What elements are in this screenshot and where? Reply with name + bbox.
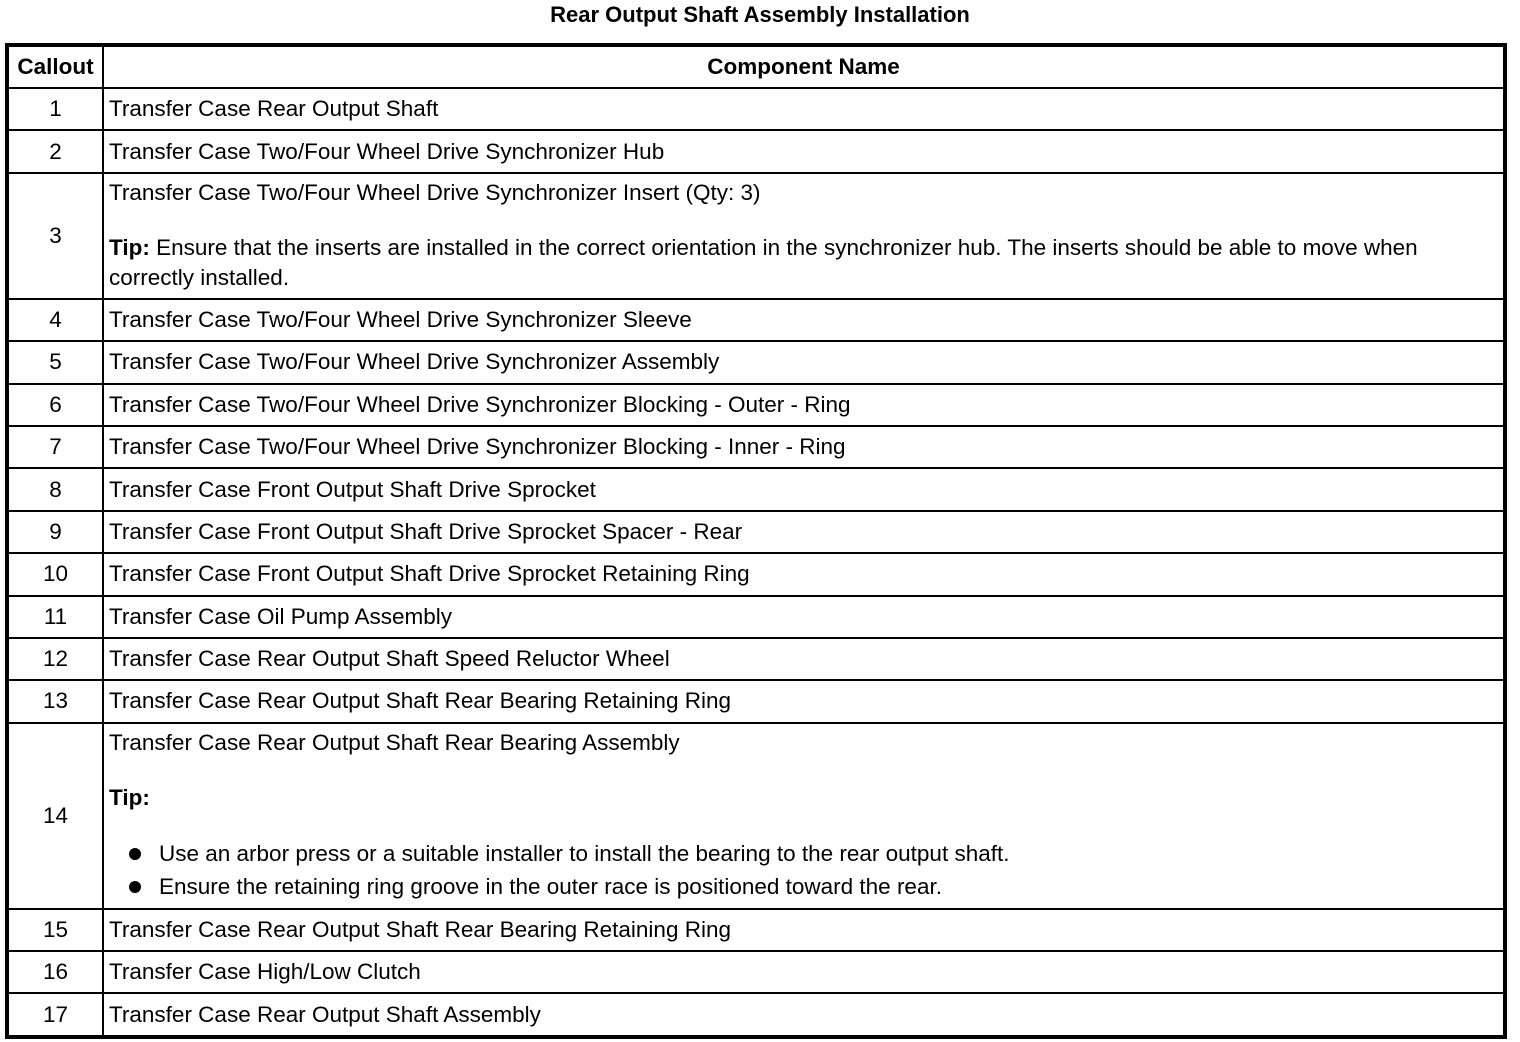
component-name: Transfer Case Two/Four Wheel Drive Synchronizer Hub — [103, 130, 1505, 172]
component-name: Transfer Case Rear Output Shaft Speed Reluctor Wheel — [103, 638, 1505, 680]
table-row — [7, 596, 1505, 638]
callout-number: 9 — [7, 511, 103, 553]
callout-number: 6 — [7, 384, 103, 426]
callout-number: 3 — [7, 173, 103, 299]
table-row — [7, 909, 1505, 951]
list-item — [127, 870, 1495, 903]
tip-text: Ensure that the inserts are installed in the correct orientation in the synchronizer hub. The inserts should be able to move when correctly installed. — [109, 234, 1418, 290]
table-header-row — [7, 45, 1505, 88]
callout-number: 2 — [7, 130, 103, 172]
bullet-icon — [129, 881, 141, 893]
callout-number: 11 — [7, 596, 103, 638]
table-row — [7, 468, 1505, 510]
component-name: Transfer Case Oil Pump Assembly — [103, 596, 1505, 638]
tip-label: Tip: — [109, 784, 150, 810]
table-row — [7, 511, 1505, 553]
callout-number: 12 — [7, 638, 103, 680]
table-row — [7, 553, 1505, 595]
bullet-icon — [129, 848, 141, 860]
page-title: Rear Output Shaft Assembly Installation — [550, 2, 970, 27]
callout-number: 16 — [7, 951, 103, 993]
table-row — [7, 951, 1505, 993]
table-row — [7, 426, 1505, 468]
table-row — [7, 341, 1505, 383]
callout-number: 10 — [7, 553, 103, 595]
callout-number: 1 — [7, 88, 103, 130]
tip-item-text: Ensure the retaining ring groove in the outer race is positioned toward the rear. — [159, 873, 942, 899]
component-name-with-tip — [103, 173, 1505, 299]
component-name-with-tip — [103, 723, 1505, 909]
column-header-component-name: Component Name — [103, 45, 1505, 88]
component-name: Transfer Case Two/Four Wheel Drive Synchronizer Insert (Qty: 3) — [109, 179, 761, 205]
callout-number: 17 — [7, 993, 103, 1036]
component-name: Transfer Case High/Low Clutch — [103, 951, 1505, 993]
tip-label: Tip: — [109, 234, 150, 260]
tip-list — [109, 837, 1495, 903]
column-header-callout: Callout — [7, 45, 103, 88]
callout-number: 15 — [7, 909, 103, 951]
component-name: Transfer Case Rear Output Shaft Rear Bearing Assembly — [109, 729, 680, 755]
callout-number: 5 — [7, 341, 103, 383]
component-name: Transfer Case Two/Four Wheel Drive Synchronizer Sleeve — [103, 299, 1505, 341]
component-name: Transfer Case Two/Four Wheel Drive Synchronizer Assembly — [103, 341, 1505, 383]
callout-number: 7 — [7, 426, 103, 468]
component-name: Transfer Case Rear Output Shaft — [103, 88, 1505, 130]
table-row — [7, 88, 1505, 130]
component-name: Transfer Case Front Output Shaft Drive Sprocket Retaining Ring — [103, 553, 1505, 595]
table-row — [7, 384, 1505, 426]
component-name: Transfer Case Front Output Shaft Drive Sprocket Spacer - Rear — [103, 511, 1505, 553]
callout-number: 14 — [7, 723, 103, 909]
callout-number: 4 — [7, 299, 103, 341]
callout-number: 8 — [7, 468, 103, 510]
component-name: Transfer Case Two/Four Wheel Drive Synchronizer Blocking - Outer - Ring — [103, 384, 1505, 426]
list-item — [127, 837, 1495, 870]
component-name: Transfer Case Rear Output Shaft Assembly — [103, 993, 1505, 1036]
component-name: Transfer Case Front Output Shaft Drive Sprocket — [103, 468, 1505, 510]
table-row — [7, 638, 1505, 680]
table-row — [7, 299, 1505, 341]
callout-table — [5, 43, 1507, 1039]
tip-item-text: Use an arbor press or a suitable installer to install the bearing to the rear output shaft. — [159, 840, 1010, 866]
table-row — [7, 723, 1505, 909]
table-row — [7, 993, 1505, 1036]
table-row — [7, 173, 1505, 299]
component-name: Transfer Case Two/Four Wheel Drive Synchronizer Blocking - Inner - Ring — [103, 426, 1505, 468]
component-name: Transfer Case Rear Output Shaft Rear Bearing Retaining Ring — [103, 909, 1505, 951]
component-name: Transfer Case Rear Output Shaft Rear Bearing Retaining Ring — [103, 680, 1505, 722]
table-row — [7, 130, 1505, 172]
tip-paragraph — [109, 233, 1495, 293]
callout-number: 13 — [7, 680, 103, 722]
table-row — [7, 680, 1505, 722]
